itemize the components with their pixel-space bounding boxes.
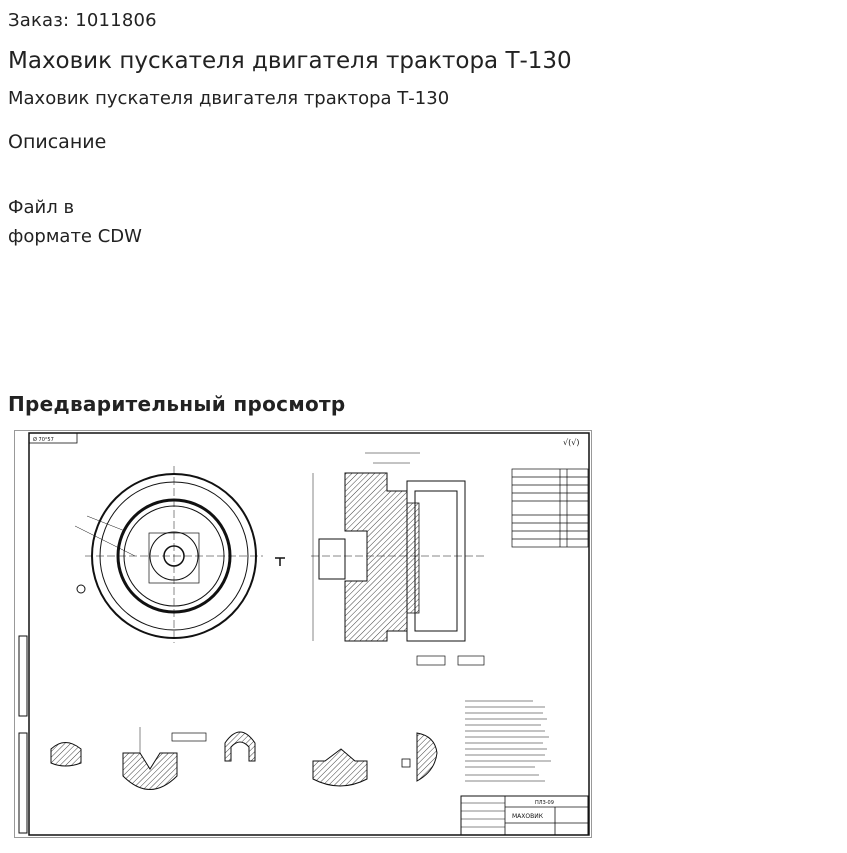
- file-format-line-1: Файл в: [8, 197, 75, 218]
- technical-drawing: [15, 431, 591, 837]
- description-heading: Описание: [8, 131, 107, 153]
- side-strip-upper: [19, 636, 27, 716]
- title-block-code: ПЛЗ-09: [535, 800, 554, 806]
- flywheel-section-view: [311, 453, 485, 665]
- flywheel-front-view: [75, 466, 285, 643]
- side-strip-lower: [19, 733, 27, 833]
- file-format-info: [8, 193, 208, 251]
- order-number: Заказ: 1011806: [8, 10, 157, 31]
- product-title: Маховик пускателя двигателя трактора Т-130: [8, 48, 572, 74]
- top-left-tag: Ø 70°57: [33, 437, 54, 443]
- roughness-mark-icon: √(√): [563, 438, 580, 447]
- drawing-preview-image[interactable]: [14, 430, 592, 838]
- product-subtitle: Маховик пускателя двигателя трактора Т-130: [8, 88, 450, 109]
- technical-notes: [465, 701, 551, 781]
- title-block: [461, 796, 588, 835]
- title-block-name: МАХОВИК: [512, 813, 543, 820]
- parameters-table: [512, 469, 588, 547]
- preview-heading: Предварительный просмотр: [8, 392, 346, 416]
- detail-views: [51, 727, 437, 790]
- file-format-line-2: формате CDW: [8, 226, 142, 247]
